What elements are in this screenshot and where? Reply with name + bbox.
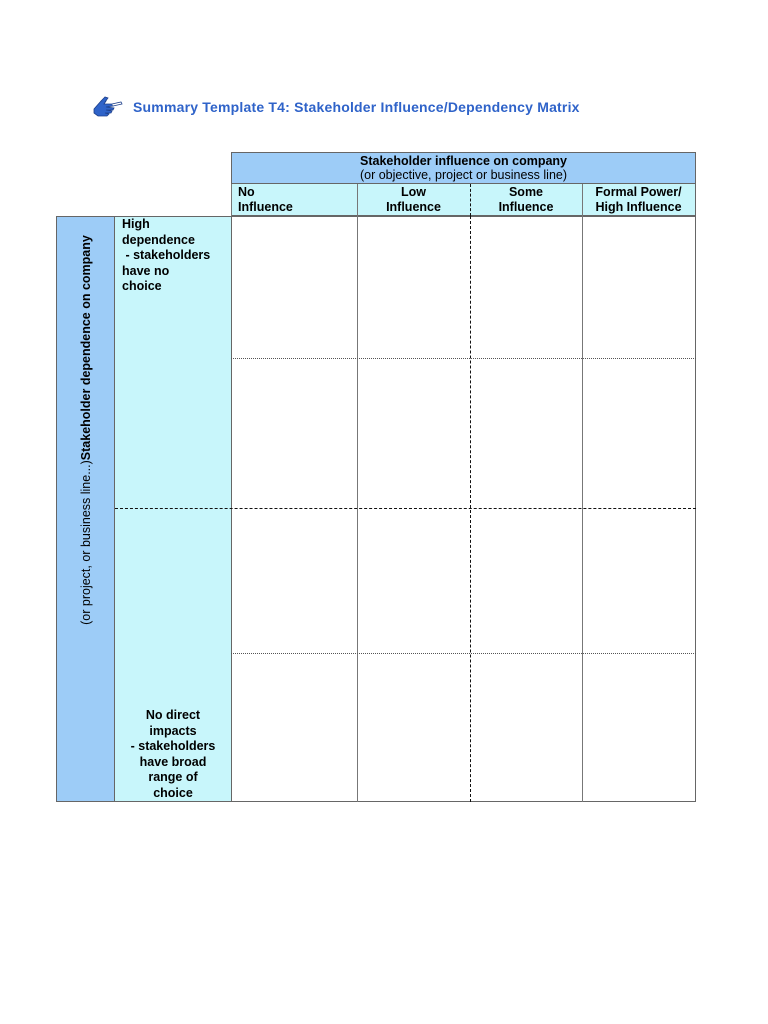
- row-label-line: range of: [148, 770, 198, 784]
- grid-row-line: [231, 653, 696, 654]
- column-header-line: Influence: [386, 200, 441, 214]
- row-label-line: dependence: [122, 232, 195, 247]
- page-title: Summary Template T4: Stakeholder Influence/Dependency Matrix: [133, 99, 580, 115]
- row-label-line: have broad: [139, 754, 207, 769]
- column-header-line: No: [238, 185, 255, 199]
- column-header-line: Formal Power/: [595, 185, 682, 199]
- row-label-line: - stakeholders: [130, 739, 216, 753]
- influence-header-subtitle: (or objective, project or business line): [359, 168, 568, 182]
- column-header-line: High Influence: [595, 200, 682, 214]
- matrix-grid: [231, 216, 696, 802]
- dependence-axis-label: [79, 235, 93, 625]
- grid-row-line: [231, 358, 696, 359]
- row-label-line: impacts: [149, 723, 197, 738]
- row-label-line: choice: [122, 279, 162, 293]
- column-header-line: Low: [401, 185, 426, 199]
- header-divider: [470, 184, 471, 216]
- grid-middle-divider: [115, 508, 696, 509]
- dependence-axis-title: Stakeholder dependence on company: [79, 235, 93, 461]
- row-label-line: No direct: [145, 708, 201, 722]
- row-label-line: High: [122, 217, 150, 231]
- row-label-line: choice: [153, 785, 193, 800]
- row-label-high-dependence: [122, 217, 210, 295]
- column-header-low-influence: [357, 184, 470, 216]
- column-header-no-influence: [231, 184, 357, 216]
- column-header-line: Some: [508, 185, 544, 199]
- header-divider: [582, 184, 583, 216]
- row-label-no-direct-impacts: [115, 708, 231, 801]
- column-header-line: Influence: [238, 200, 293, 214]
- header-divider: [231, 184, 232, 216]
- grid-center-divider: [470, 216, 471, 802]
- column-header-high-influence: [582, 184, 696, 216]
- row-label-line: - stakeholders: [122, 248, 211, 262]
- grid-column-line: [357, 216, 358, 802]
- column-header-some-influence: [470, 184, 582, 216]
- influence-header: [231, 152, 696, 184]
- header-divider: [357, 184, 358, 216]
- dependence-axis-sublabel: (or project, or business line...): [79, 460, 93, 625]
- row-label-line: have no: [122, 263, 170, 278]
- influence-header-title: Stakeholder influence on company: [360, 154, 567, 168]
- grid-column-line: [582, 216, 583, 802]
- column-header-line: Influence: [498, 200, 554, 214]
